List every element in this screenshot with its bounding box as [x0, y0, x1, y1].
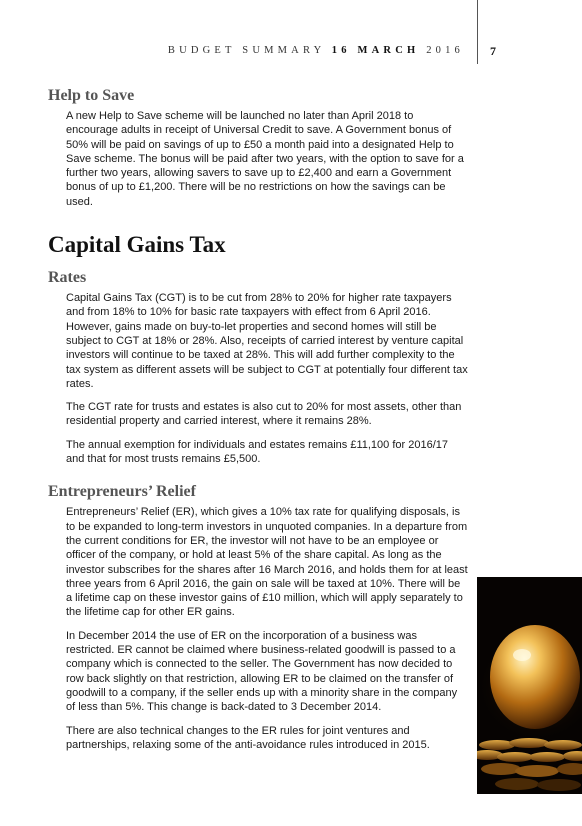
page-content	[48, 86, 468, 761]
rates-paragraph: The annual exemption for individuals and estates remains £11,100 for 2016/17 and that for most trusts remains £5,500.	[66, 438, 448, 466]
rates-heading: Rates	[48, 269, 87, 287]
section-rates	[48, 268, 468, 466]
entrepreneurs-relief-paragraph: There are also technical changes to the ER rules for joint ventures and partnerships, relaxing some of the anti-avoidance rules introduced in 2015.	[66, 724, 430, 751]
entrepreneurs-relief-heading: Entrepreneurs’ Relief	[48, 483, 196, 501]
page-number: 7	[490, 44, 496, 58]
section-entrepreneurs-relief	[48, 482, 468, 752]
header-divider	[477, 0, 478, 64]
running-head-year: 2016	[426, 45, 464, 56]
running-head-date: 16 MARCH	[331, 45, 420, 56]
capital-gains-tax-title: Capital Gains Tax	[48, 232, 226, 258]
golden-egg-image	[477, 577, 582, 794]
help-to-save-heading: Help to Save	[48, 87, 135, 104]
rates-paragraph: The CGT rate for trusts and estates is also cut to 20% for most assets, other than residential property and carried interest, where it remains 28%.	[66, 401, 462, 428]
golden-egg-photo	[477, 577, 582, 794]
rates-paragraph: Capital Gains Tax (CGT) is to be cut from 28% to 20% for higher rate taxpayers and from 18% to 10% for basic rate taxpayers with effect from 6 April 2016. However, gains made on buy-to-let properties and second homes will still be subject to CGT at 18% or 28%. Also, receipts of carried interest by venture capital investors will continue to be taxed at 28%. This will add further complexity to the tax system as different assets will be subject to CGT at potentially four different tax rates.	[66, 292, 468, 390]
entrepreneurs-relief-paragraph: In December 2014 the use of ER on the incorporation of a business was restricted. ER cannot be claimed where business-related goodwill is passed to a company which is connected to the seller. The Government has now decided to row back slightly on that restriction, allowing ER to be claimed on the transfer of goodwill to a company, if the seller ends up with a minority share in the company of less than 5%. This change is back-dated to 3 December 2014.	[66, 629, 458, 714]
running-head	[60, 45, 464, 56]
section-help-to-save	[48, 86, 468, 209]
help-to-save-paragraph: A new Help to Save scheme will be launched no later than April 2018 to encourage adults in receipt of Universal Credit to save. A Government bonus of 50% will be paid on savings of up to £50 a month paid into a designated Help to Save scheme. The bonus will be paid after two years, with the option to save for a further two years, allowing savers to save up to £2,400 and earn a Government bonus of up to £1,200. There will be no restrictions on how the savings can be used.	[66, 110, 464, 208]
entrepreneurs-relief-paragraph: Entrepreneurs’ Relief (ER), which gives a 10% tax rate for qualifying disposals, is to be expanded to long-term investors in unquoted companies. In a departure from the current conditions for ER, the investor will not have to be an employee or officer of the company, or hold at least 5% of the share capital. As long as the investor subscribes for the shares after 16 March 2016, and holds them for at least three years from 6 April 2016, the gain on sale will be taxed at 10%. There will be a lifetime cap on these investor gains of £10 million, which will apply separately to the lifetime cap for other ER gains.	[66, 506, 468, 619]
running-head-title: BUDGET SUMMARY	[167, 45, 325, 56]
